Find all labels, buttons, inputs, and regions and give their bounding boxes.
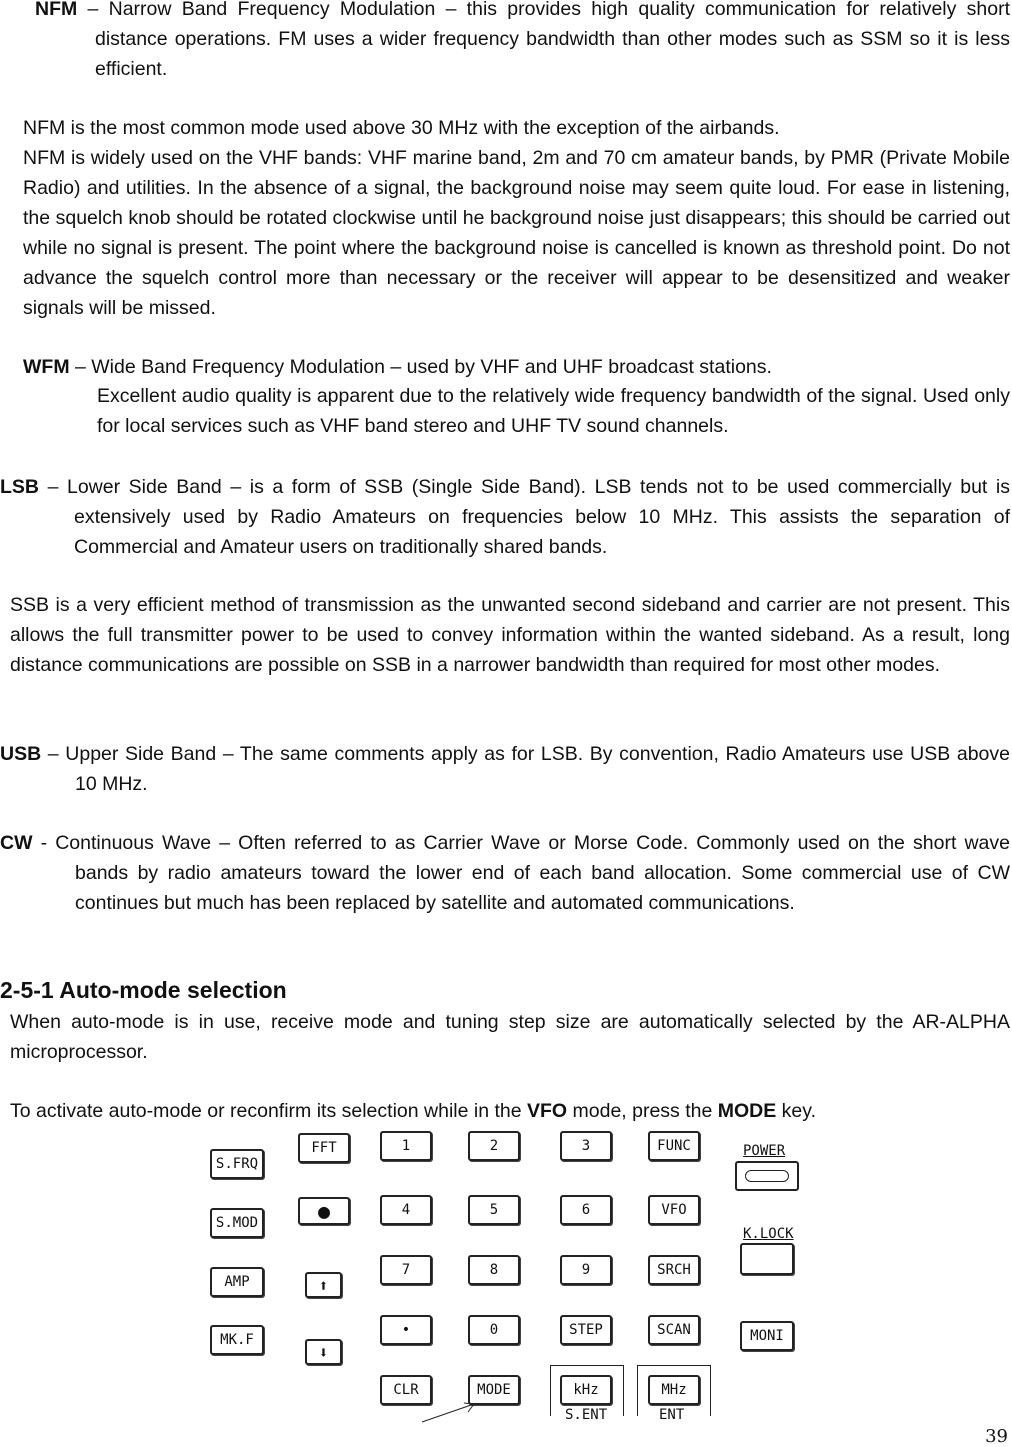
section-heading: 2-5-1 Auto-mode selection: [0, 977, 287, 1003]
cw-term: CW: [0, 832, 33, 854]
keypad-illustration: [205, 1125, 810, 1425]
key-0[interactable]: 0: [468, 1315, 520, 1345]
vfo-emphasis: VFO: [527, 1100, 568, 1122]
p2-text-b: mode, press the: [567, 1100, 718, 1122]
dot-key[interactable]: •: [380, 1315, 432, 1345]
key-2[interactable]: 2: [468, 1131, 520, 1161]
up-arrow-key[interactable]: ⬆: [305, 1272, 342, 1298]
usb-definition: [0, 739, 1010, 799]
klock-label: K.LOCK: [743, 1226, 794, 1242]
ssb-paragraph: SSB is a very efficient method of transmission as the unwanted second sideband and carrier are not present. This allows the full transmitter power to be used to convey information within the wanted sideband. As a result, long distance communications are possible on SSB in a narrower bandwidth than required for most other modes.: [10, 594, 1010, 676]
fft-key[interactable]: FFT: [298, 1133, 350, 1163]
sent-label: S.ENT: [565, 1407, 608, 1423]
usb-def-text: – Upper Side Band – The same comments apply as for LSB. By convention, Radio Amateurs use USB above 10 MHz.: [41, 743, 1010, 795]
key-3[interactable]: 3: [560, 1131, 612, 1161]
p2-text-c: key.: [776, 1100, 816, 1122]
nfm-paragraph-2: NFM is the most common mode used above 30 MHz with the exception of the airbands.: [23, 117, 780, 139]
mode-key[interactable]: MODE: [468, 1375, 520, 1405]
usb-term: USB: [0, 743, 42, 765]
pointer-arrow: [420, 1400, 480, 1425]
scan-key[interactable]: SCAN: [648, 1315, 700, 1345]
nfm-term: NFM: [35, 0, 78, 20]
key-6[interactable]: 6: [560, 1195, 612, 1225]
klock-key[interactable]: [740, 1243, 794, 1275]
wfm-definition: [23, 352, 1010, 382]
key-8[interactable]: 8: [468, 1255, 520, 1285]
down-arrow-key[interactable]: ⬇: [305, 1339, 342, 1365]
nfm-paragraph-3: NFM is widely used on the VHF bands: VHF marine band, 2m and 70 cm amateur bands, by PMR (Private Mobile Radio) and utilities. In the absence of a signal, the background noise may seem quite loud. For ease in listening, the squelch knob should be rotated clockwise until he background noise just disappears; this should be carried out while no signal is present. The point where the background noise is cancelled is known as threshold point. Do not advance the squelch control more than necessary or the receiver will appear to be desensitized and weaker signals will be missed.: [23, 147, 1010, 319]
func-key[interactable]: FUNC: [648, 1131, 700, 1161]
auto-mode-paragraph-1: When auto-mode is in use, receive mode and tuning step size are automatically selected by the AR-ALPHA microprocessor.: [10, 1011, 1010, 1063]
mkf-key[interactable]: MK.F: [210, 1325, 264, 1355]
moni-key[interactable]: MONI: [740, 1321, 794, 1351]
page-number: 39: [985, 1426, 1008, 1447]
key-7[interactable]: 7: [380, 1255, 432, 1285]
wfm-term: WFM: [23, 356, 70, 378]
mode-emphasis: MODE: [717, 1100, 777, 1122]
record-key[interactable]: ●: [298, 1197, 350, 1225]
vfo-key[interactable]: VFO: [648, 1195, 700, 1225]
lsb-term: LSB: [0, 476, 39, 498]
key-9[interactable]: 9: [560, 1255, 612, 1285]
mhz-key[interactable]: MHz: [648, 1375, 700, 1405]
smod-key[interactable]: S.MOD: [210, 1208, 264, 1238]
wfm-def-text: – Wide Band Frequency Modulation – used by VHF and UHF broadcast stations.: [69, 356, 772, 378]
nfm-definition: [23, 0, 1010, 84]
step-key[interactable]: STEP: [560, 1315, 612, 1345]
power-switch-slot: [745, 1170, 789, 1182]
auto-mode-paragraph-2: [10, 1096, 1010, 1126]
power-switch[interactable]: [735, 1161, 799, 1191]
power-label: POWER: [743, 1143, 786, 1159]
clr-key[interactable]: CLR: [380, 1375, 432, 1405]
p2-text-a: To activate auto-mode or reconfirm its selection while in the: [10, 1100, 527, 1122]
nfm-def-text: – Narrow Band Frequency Modulation – this provides high quality communication for relatively short distance operations. FM uses a wider frequency bandwidth than other modes such as SSM so it is less efficient.: [77, 0, 1010, 80]
wfm-paragraph-2: Excellent audio quality is apparent due to the relatively wide frequency bandwidth of the signal. Used only for local services such as VHF band stereo and UHF TV sound channels.: [97, 385, 1010, 437]
khz-key[interactable]: kHz: [560, 1375, 612, 1405]
amp-key[interactable]: AMP: [210, 1267, 264, 1297]
key-4[interactable]: 4: [380, 1195, 432, 1225]
lsb-definition: [0, 472, 1010, 562]
ent-label: ENT: [659, 1407, 685, 1423]
lsb-def-text: – Lower Side Band – is a form of SSB (Single Side Band). LSB tends not to be used commercially but is extensively used by Radio Amateurs on frequencies below 10 MHz. This assists the separation of Commercial and Amateur users on traditionally shared bands.: [39, 476, 1010, 558]
cw-definition: [0, 828, 1010, 918]
cw-def-text: - Continuous Wave – Often referred to as Carrier Wave or Morse Code. Commonly used on the short wave bands by radio amateurs toward the lower end of each band allocation. Some commercial use of CW continues but much has been replaced by satellite and automated communications.: [32, 832, 1010, 914]
key-1[interactable]: 1: [380, 1131, 432, 1161]
sfrq-key[interactable]: S.FRQ: [210, 1149, 264, 1179]
key-5[interactable]: 5: [468, 1195, 520, 1225]
srch-key[interactable]: SRCH: [648, 1255, 700, 1285]
